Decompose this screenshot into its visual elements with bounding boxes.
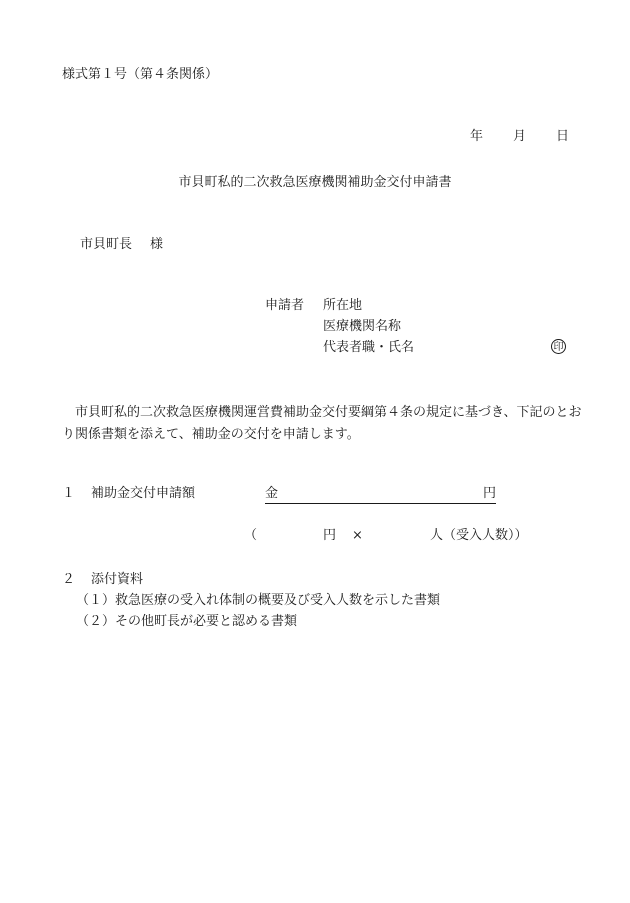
item1-number: １ — [62, 486, 76, 501]
item2-label: 添付資料 — [91, 572, 144, 587]
date-month-label: 月 — [513, 129, 527, 144]
amount-field[interactable] — [265, 485, 496, 504]
applicant-representative-label: 代表者職・氏名 — [323, 340, 415, 355]
seal-icon: 印 — [551, 339, 566, 354]
calc-times: × — [352, 528, 363, 543]
calc-yen: 円 — [323, 528, 337, 543]
calc-open-paren: （ — [244, 528, 258, 543]
attachment-item: （１）救急医療の受入れ体制の概要及び受入人数を示した書類 — [76, 593, 441, 608]
applicant-organization-label: 医療機関名称 — [323, 319, 402, 334]
amount-suffix: 円 — [482, 486, 496, 501]
addressee-name: 市貝町長 — [80, 237, 133, 252]
calc-people: 人（受入人数）） — [430, 528, 528, 543]
item2-number: ２ — [62, 572, 76, 587]
date-day-label: 日 — [556, 129, 570, 144]
document-title: 市貝町私的二次救急医療機関補助金交付申請書 — [178, 175, 452, 190]
application-statement: 市貝町私的二次救急医療機関運営費補助金交付要綱第４条の規定に基づき、下記のとおり関係書類を添えて、補助金の交付を申請します。 — [62, 405, 582, 442]
attachment-item: （２）その他町長が必要と認める書類 — [76, 614, 298, 629]
form-number: 様式第１号（第４条関係） — [62, 67, 219, 82]
date-year-label: 年 — [470, 129, 484, 144]
applicant-label: 申請者 — [265, 298, 305, 313]
applicant-address-label: 所在地 — [323, 298, 363, 313]
item1-label: 補助金交付申請額 — [91, 486, 196, 501]
addressee-honorific: 様 — [150, 237, 164, 252]
amount-prefix: 金 — [265, 486, 279, 501]
